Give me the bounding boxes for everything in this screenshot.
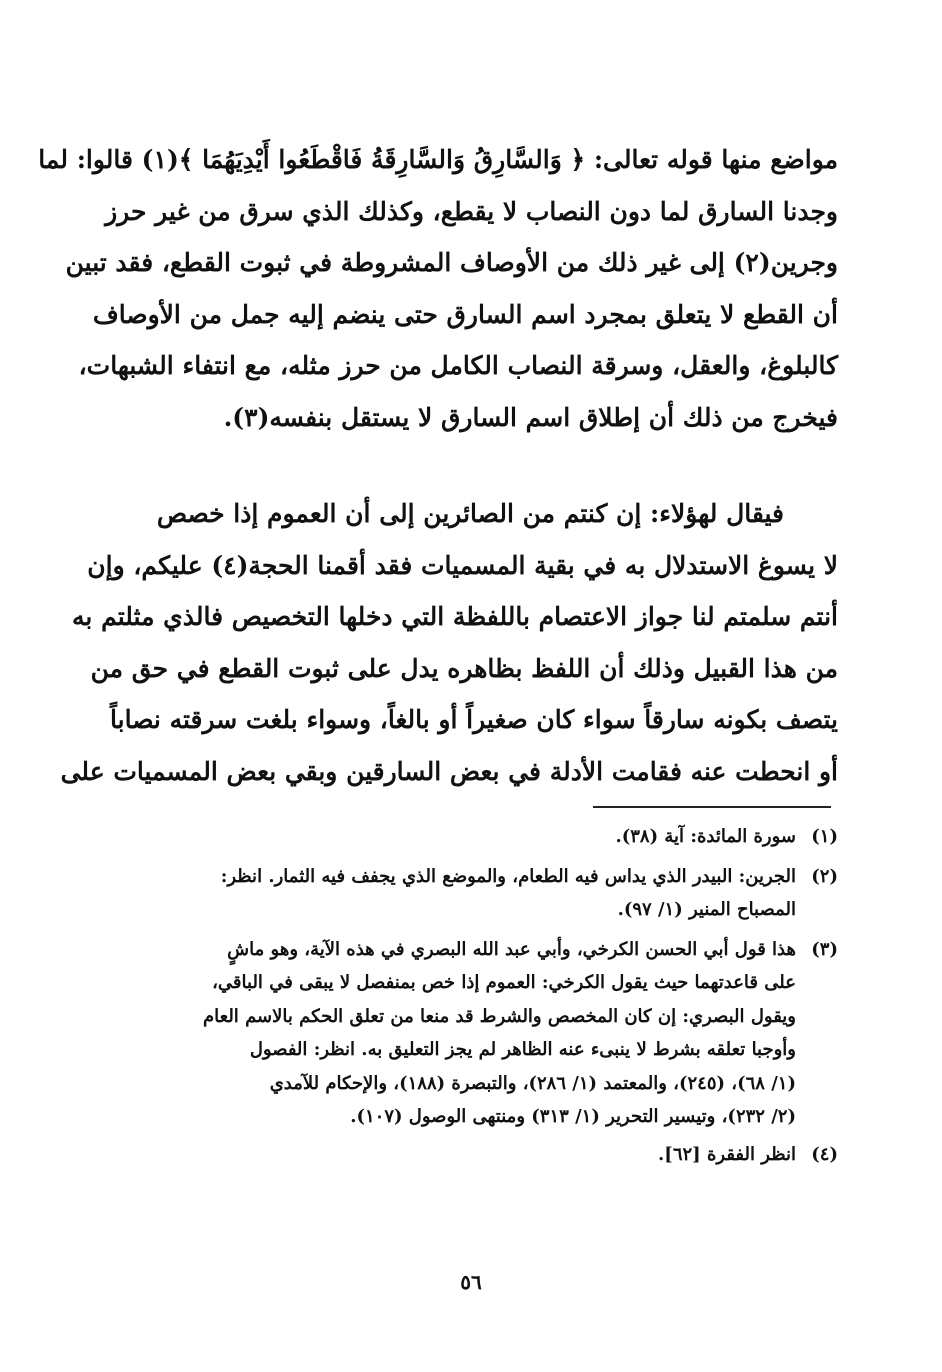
text-line: من هذا القبيل وذلك أن اللفظ بظاهره يدل على ثبوت القطع في حق من (90, 653, 838, 683)
footnote-line: سورة المائدة: آية (٣٨). (615, 826, 796, 847)
footnote-separator (593, 806, 831, 808)
text-line: فيخرج من ذلك أن إطلاق اسم السارق لا يستقل بنفسه(٣). (223, 402, 838, 432)
text-line: أن القطع لا يتعلق بمجرد اسم السارق حتى ينضم إليه جمل من الأوصاف (92, 299, 838, 329)
text-line: فيقال لهؤلاء: إن كنتم من الصائرين إلى أن العموم إذا خصص (156, 499, 784, 528)
text-line: لا يسوغ الاستدلال به في بقية المسميات فقد أقمنا الحجة(٤) عليكم، وإن (87, 550, 838, 580)
footnote-line: (٢/ ٢٣٢)، وتيسير التحرير (١/ ٣١٣) ومنتهى الوصول (١٠٧). (350, 1106, 796, 1127)
footnote-number: (١) (811, 826, 838, 847)
text-line: يتصف بكونه سارقاً سواء كان صغيراً أو بالغاً، وسواء بلغت سرقته نصاباً (110, 705, 838, 734)
footnote-line: على قاعدتهما حيث يقول الكرخي: العموم إذا خص بمنفصل لا يبقى في الباقي، (212, 972, 796, 993)
footnote-line: الجرين: البيدر الذي يداس فيه الطعام، والموضع الذي يجفف فيه الثمار. انظر: (220, 865, 796, 887)
footnote-3 (92, 933, 838, 1134)
footnote-number: (٤) (811, 1143, 838, 1165)
footnote-line: ويقول البصري: إن كان المخصص والشرط قد منعا من تعلق الحكم بالاسم العام (203, 1005, 796, 1027)
text-line: أو انحطت عنه فقامت الأدلة في بعض السارقين وبقي بعض المسميات على (60, 756, 838, 786)
page-number: ٥٦ (460, 1270, 482, 1294)
text-line: وجرين(٢) إلى غير ذلك من الأوصاف المشروطة في ثبوت القطع، فقد تبين (65, 248, 838, 277)
footnote-line: المصباح المنير (١/ ٩٧). (617, 899, 796, 920)
footnote-line: انظر الفقرة [٦٢]. (658, 1143, 796, 1165)
footnote-1 (92, 820, 838, 854)
paragraph-2 (60, 488, 838, 797)
footnote-line: هذا قول أبي الحسن الكرخي، وأبي عبد الله البصري في هذه الآية، وهو ماشٍ (227, 938, 796, 960)
text-line: مواضع منها قوله تعالى: ﴿ وَالسَّارِقُ وَالسَّارِقَةُ فَاقْطَعُوا أَيْدِيَهُمَا ﴾(١) قالوا: لما (38, 145, 838, 174)
footnote-4 (92, 1138, 838, 1172)
footnote-line: (١/ ٦٨)، (٢٤٥)، والمعتمد (١/ ٢٨٦)، والتبصرة (١٨٨)، والإحكام للآمدي (269, 1072, 796, 1094)
footnote-line: وأوجبا تعلقه بشرط لا ينبىء عنه الظاهر لم يجز التعليق به. انظر: الفصول (249, 1039, 796, 1060)
footnote-2 (92, 860, 838, 927)
paragraph-1 (38, 134, 838, 443)
text-line: وجدنا السارق لما دون النصاب لا يقطع، وكذلك الذي سرق من غير حرز (105, 196, 838, 226)
footnote-number: (٢) (811, 865, 838, 887)
footnote-number: (٣) (811, 938, 838, 960)
text-line: أنتم سلمتم لنا جواز الاعتصام باللفظة التي دخلها التخصيص فالذي مثلتم به (72, 602, 838, 631)
footnotes (92, 820, 838, 1171)
text-line: كالبلوغ، والعقل، وسرقة النصاب الكامل من حرز مثله، مع انتفاء الشبهات، (78, 351, 838, 380)
